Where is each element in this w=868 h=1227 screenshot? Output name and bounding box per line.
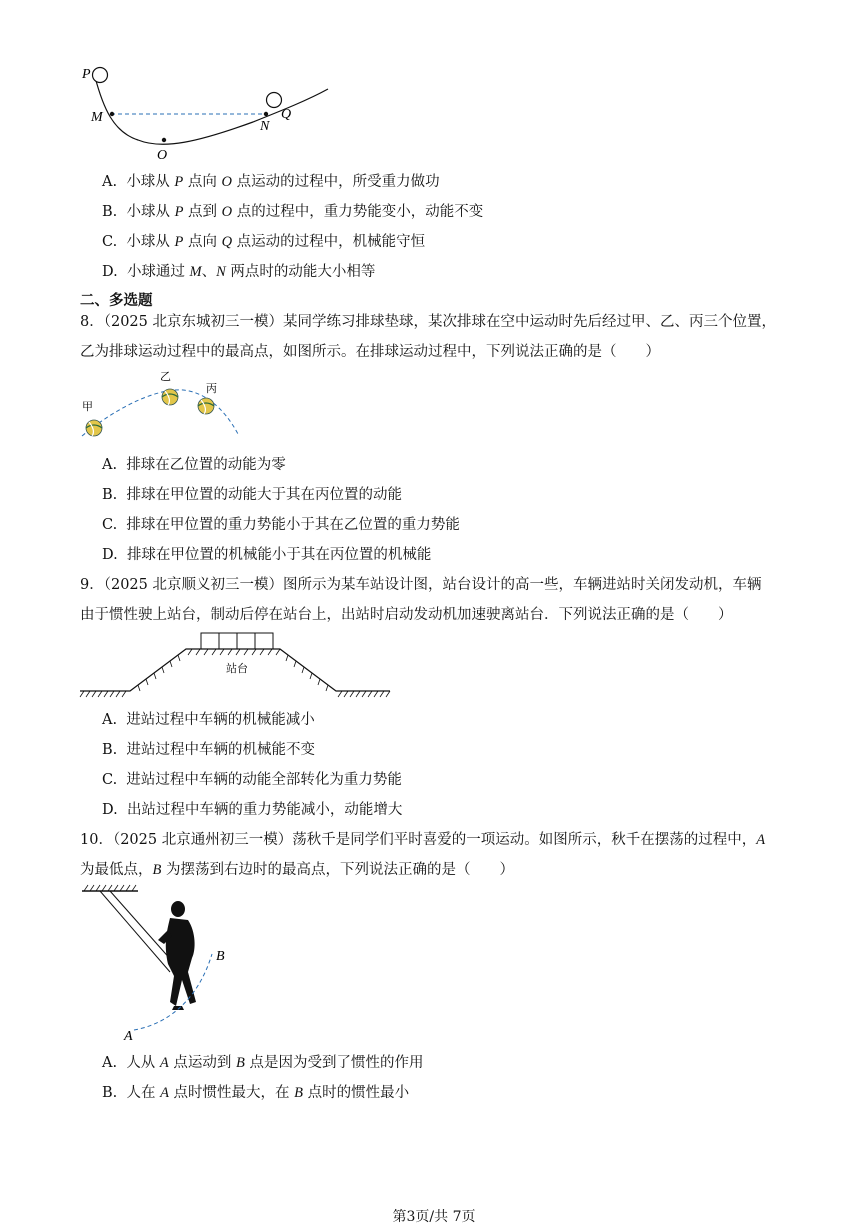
stem-text: 为摆荡到右边时的最高点，下列说法正确的是（ ）	[161, 862, 514, 878]
option-letter: A.	[102, 174, 118, 190]
q7-option-c	[102, 232, 425, 252]
q7-option-b	[102, 202, 483, 222]
q10-option-a	[102, 1053, 423, 1073]
option-text: 点的过程中，重力势能变小，动能不变	[232, 204, 484, 220]
option-letter: B.	[102, 742, 118, 758]
option-text: 出站过程中车辆的重力势能减小，动能增大	[126, 802, 403, 818]
q7-label-p: P	[82, 67, 91, 82]
option-text: 点运动的过程中，机械能守恒	[232, 234, 426, 250]
option-text: 排球在甲位置的机械能小于其在丙位置的机械能	[126, 547, 432, 563]
q7-label-o: O	[157, 148, 168, 163]
option-letter: D.	[102, 547, 118, 563]
option-variable: A	[160, 1085, 169, 1101]
option-text: 进站过程中车辆的机械能不变	[126, 742, 315, 758]
option-letter: D.	[102, 802, 118, 818]
q7-track-figure	[78, 62, 338, 162]
stem-variable: B	[152, 862, 162, 878]
option-letter: B.	[102, 1085, 118, 1101]
section-title-multiple-choice: 二、多选题	[80, 292, 153, 309]
q8-trajectory	[82, 390, 238, 436]
q7-label-m: M	[91, 110, 103, 125]
q10-swing-figure	[78, 884, 248, 1044]
q7-ball-p	[93, 68, 108, 83]
option-letter: B.	[102, 204, 118, 220]
q10-label-a: A	[124, 1029, 133, 1044]
q7-option-a	[102, 172, 440, 192]
option-variable: B	[236, 1055, 245, 1071]
option-text: 点时的惯性最小	[303, 1085, 410, 1101]
option-text: 点向	[183, 234, 222, 250]
stem-variable: A	[756, 832, 766, 848]
q9-station-figure	[78, 630, 398, 702]
option-variable: B	[294, 1085, 304, 1101]
q7-option-d	[102, 262, 375, 282]
q9-option-a	[102, 710, 315, 730]
q9-option-b	[102, 740, 315, 760]
option-variable: N	[216, 264, 226, 280]
q10-ceiling-hatch	[84, 885, 136, 891]
option-letter: C.	[102, 517, 118, 533]
q10-stem-line2	[80, 860, 514, 880]
option-text: 点是因为受到了惯性的作用	[244, 1055, 424, 1071]
q7-label-n: N	[260, 119, 270, 134]
option-letter: A.	[102, 1055, 118, 1071]
q7-point-n	[264, 112, 268, 116]
page-number-footer: 第3页/共 7页	[392, 1209, 476, 1225]
option-text: 进站过程中车辆的机械能减小	[126, 712, 315, 728]
q8-ball-jia	[86, 420, 102, 436]
q7-ball-q	[267, 93, 282, 108]
option-letter: A.	[102, 712, 118, 728]
option-text: 人从	[126, 1055, 160, 1071]
q10-rope-left	[100, 891, 170, 972]
q9-stem-line2: 由于惯性驶上站台，制动后停在站台上，出站时启动发动机加速驶离站台．下列说法正确的是（ ）	[80, 607, 733, 623]
option-variable: P	[174, 204, 184, 220]
option-text: 点时惯性最大，在	[168, 1085, 295, 1101]
option-text: 点到	[183, 204, 222, 220]
option-letter: C.	[102, 772, 118, 788]
q10-label-b: B	[216, 949, 225, 964]
option-variable: Q	[221, 234, 233, 250]
q7-label-q: Q	[281, 107, 292, 122]
q9-option-c	[102, 770, 402, 790]
stem-text: 10．（2025 北京通州初三一模）荡秋千是同学们平时喜爱的一项运动。如图所示，秋千在摆荡的过程中，	[80, 832, 757, 848]
option-text: 点运动的过程中，所受重力做功	[231, 174, 440, 190]
option-letter: A.	[102, 457, 118, 473]
q8-label-yi: 乙	[160, 370, 171, 383]
q8-option-c	[102, 515, 460, 535]
q7-track-curve	[95, 77, 328, 144]
option-text: 小球从	[126, 174, 175, 190]
q8-option-d	[102, 545, 431, 565]
q8-ball-bing	[198, 398, 214, 414]
q9-option-d	[102, 800, 402, 820]
q8-ball-yi	[162, 389, 178, 405]
option-text: 排球在甲位置的动能大于其在丙位置的动能	[126, 487, 402, 503]
option-variable: A	[159, 1055, 169, 1071]
q10-person-silhouette	[158, 901, 196, 1010]
option-text: 排球在甲位置的重力势能小于其在乙位置的重力势能	[126, 517, 460, 533]
option-text: 点向	[183, 174, 222, 190]
q8-label-bing: 丙	[206, 382, 217, 395]
q8-stem-line1: 8．（2025 北京东城初三一模）某同学练习排球垫球，某次排球在空中运动时先后经过甲、乙、丙三个位置，	[80, 314, 776, 330]
q9-label-station: 站台	[226, 662, 248, 675]
option-text: 小球通过	[126, 264, 190, 280]
q7-point-o	[162, 138, 166, 142]
option-letter: C.	[102, 234, 118, 250]
q8-option-a	[102, 455, 286, 475]
option-variable: M	[189, 264, 202, 280]
q8-volleyball-figure	[78, 366, 248, 446]
option-text: 小球从	[126, 204, 175, 220]
option-text: 排球在乙位置的动能为零	[126, 457, 286, 473]
q10-option-b	[102, 1083, 409, 1103]
option-text: 小球从	[126, 234, 175, 250]
q8-label-jia: 甲	[82, 400, 93, 413]
q8-option-b	[102, 485, 402, 505]
option-variable: O	[221, 204, 233, 220]
option-variable: O	[221, 174, 232, 190]
q7-point-m	[110, 112, 114, 116]
option-text: 两点时的动能大小相等	[225, 264, 376, 280]
q8-stem-line2: 乙为排球运动过程中的最高点，如图所示。在排球运动过程中，下列说法正确的是（ ）	[80, 344, 660, 360]
q10-stem-line1	[80, 830, 765, 850]
option-text: 进站过程中车辆的动能全部转化为重力势能	[126, 772, 402, 788]
option-letter: B.	[102, 487, 118, 503]
option-variable: P	[174, 174, 184, 190]
q9-train-cars	[201, 633, 273, 649]
option-text: 点运动到	[168, 1055, 236, 1071]
q9-stem-line1: 9．（2025 北京顺义初三一模）图所示为某车站设计图，站台设计的高一些，车辆进站时关闭发动机，车辆	[80, 577, 762, 593]
option-variable: P	[174, 234, 184, 250]
option-text: 、	[201, 264, 217, 280]
option-letter: D.	[102, 264, 118, 280]
stem-text: 为最低点，	[80, 862, 153, 878]
option-text: 人在	[126, 1085, 161, 1101]
